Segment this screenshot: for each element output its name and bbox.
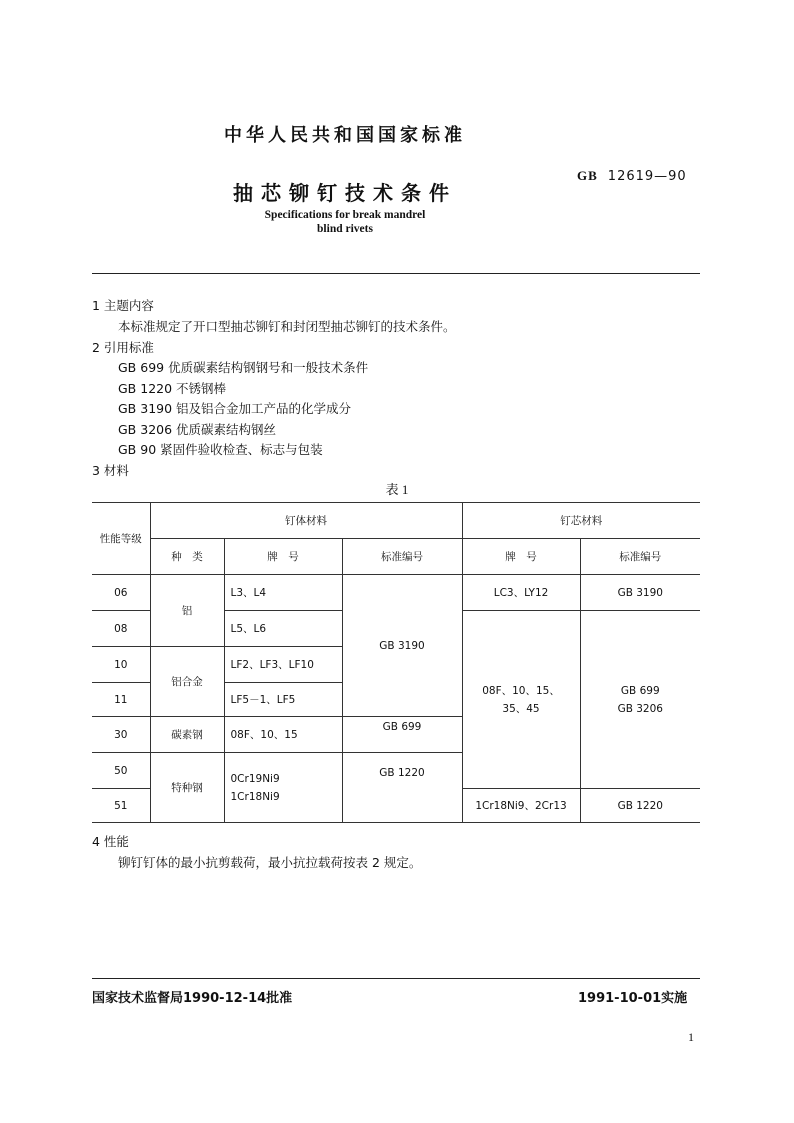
header-divider — [92, 273, 700, 274]
header-mandrel-standard: 标准编号 — [580, 539, 700, 575]
brand-cell: L3、L4 — [224, 575, 342, 611]
header-brand: 牌 号 — [224, 539, 342, 575]
mandrel-brand-line: 08F、10、15、 — [482, 684, 560, 697]
section-1-text: 本标准规定了开口型抽芯铆钉和封闭型抽芯铆钉的技术条件。 — [118, 319, 456, 334]
body-standard-cell: GB 3190 — [342, 575, 462, 717]
section-3-title: 3 材料 — [92, 463, 129, 478]
header-grade: 性能等级 — [92, 503, 150, 575]
brand-cell: L5、L6 — [224, 611, 342, 647]
title-en-line1: Specifications for break mandrel — [264, 209, 426, 221]
grade-cell: 08 — [92, 611, 150, 647]
grade-cell: 50 — [92, 753, 150, 789]
grade-cell: 10 — [92, 647, 150, 683]
body-standard-cell: GB 699 — [342, 717, 462, 753]
mandrel-brand-cell: LC3、LY12 — [462, 575, 580, 611]
mandrel-standard-line: GB 699 — [620, 684, 660, 697]
reference-item: GB 3190 铝及铝合金加工产品的化学成分 — [118, 401, 352, 416]
grade-cell: 51 — [92, 789, 150, 823]
section-2-title: 2 引用标准 — [92, 340, 154, 355]
section-1-title: 1 主题内容 — [92, 298, 154, 313]
title-en-line2: blind rivets — [317, 223, 373, 235]
standard-code: 12619—90 — [607, 169, 687, 184]
brand-line: 0Cr19Ni9 — [230, 772, 280, 785]
kind-cell: 碳素钢 — [150, 717, 224, 753]
header-body-material: 钉体材料 — [150, 503, 462, 539]
kind-cell: 特种钢 — [150, 753, 224, 823]
document-title-en — [0, 208, 690, 236]
mandrel-standard-line: GB 3206 — [617, 702, 663, 715]
kind-cell: 铝 — [150, 575, 224, 647]
brand-line: 1Cr18Ni9 — [230, 790, 280, 803]
section-4-text: 铆钉钉体的最小抗剪载荷，最小抗拉载荷按表 2 规定。 — [118, 855, 422, 870]
mandrel-brand-cell — [462, 611, 580, 789]
mandrel-standard-cell — [580, 611, 700, 789]
reference-item: GB 1220 不锈钢棒 — [118, 381, 227, 396]
footer-divider — [92, 978, 700, 979]
header-kind: 种 类 — [150, 539, 224, 575]
mandrel-brand-line: 35、45 — [502, 702, 540, 715]
grade-cell: 30 — [92, 717, 150, 753]
approval-date: 国家技术监督局1990-12-14批准 — [92, 991, 293, 1006]
standard-prefix: GB — [577, 168, 598, 183]
country-standard-title: 中华人民共和国国家标准 — [224, 125, 466, 146]
body-standard-cell: GB 1220 — [342, 753, 462, 823]
grade-cell: 11 — [92, 683, 150, 717]
table-caption: 表 1 — [385, 482, 409, 497]
brand-cell: 08F、10、15 — [224, 717, 342, 753]
reference-item: GB 3206 优质碳素结构钢丝 — [118, 422, 277, 437]
brand-cell — [224, 753, 342, 823]
document-title-cn: 抽芯铆钉技术条件 — [233, 181, 457, 205]
header-standard: 标准编号 — [342, 539, 462, 575]
materials-table — [92, 502, 700, 823]
brand-cell: LF2、LF3、LF10 — [224, 647, 342, 683]
mandrel-standard-cell: GB 3190 — [580, 575, 700, 611]
kind-cell: 铝合金 — [150, 647, 224, 717]
grade-cell: 06 — [92, 575, 150, 611]
reference-item: GB 699 优质碳素结构钢钢号和一般技术条件 — [118, 360, 369, 375]
reference-item: GB 90 紧固件验收检查、标志与包装 — [118, 442, 323, 457]
effective-date: 1991-10-01实施 — [578, 991, 688, 1006]
section-4-title: 4 性能 — [92, 834, 129, 849]
page-number: 1 — [688, 1030, 694, 1044]
mandrel-standard-cell: GB 1220 — [580, 789, 700, 823]
mandrel-brand-cell: 1Cr18Ni9、2Cr13 — [462, 789, 580, 823]
header-mandrel-brand: 牌 号 — [462, 539, 580, 575]
brand-cell: LF5－1、LF5 — [224, 683, 342, 717]
header-mandrel-material: 钉芯材料 — [462, 503, 700, 539]
